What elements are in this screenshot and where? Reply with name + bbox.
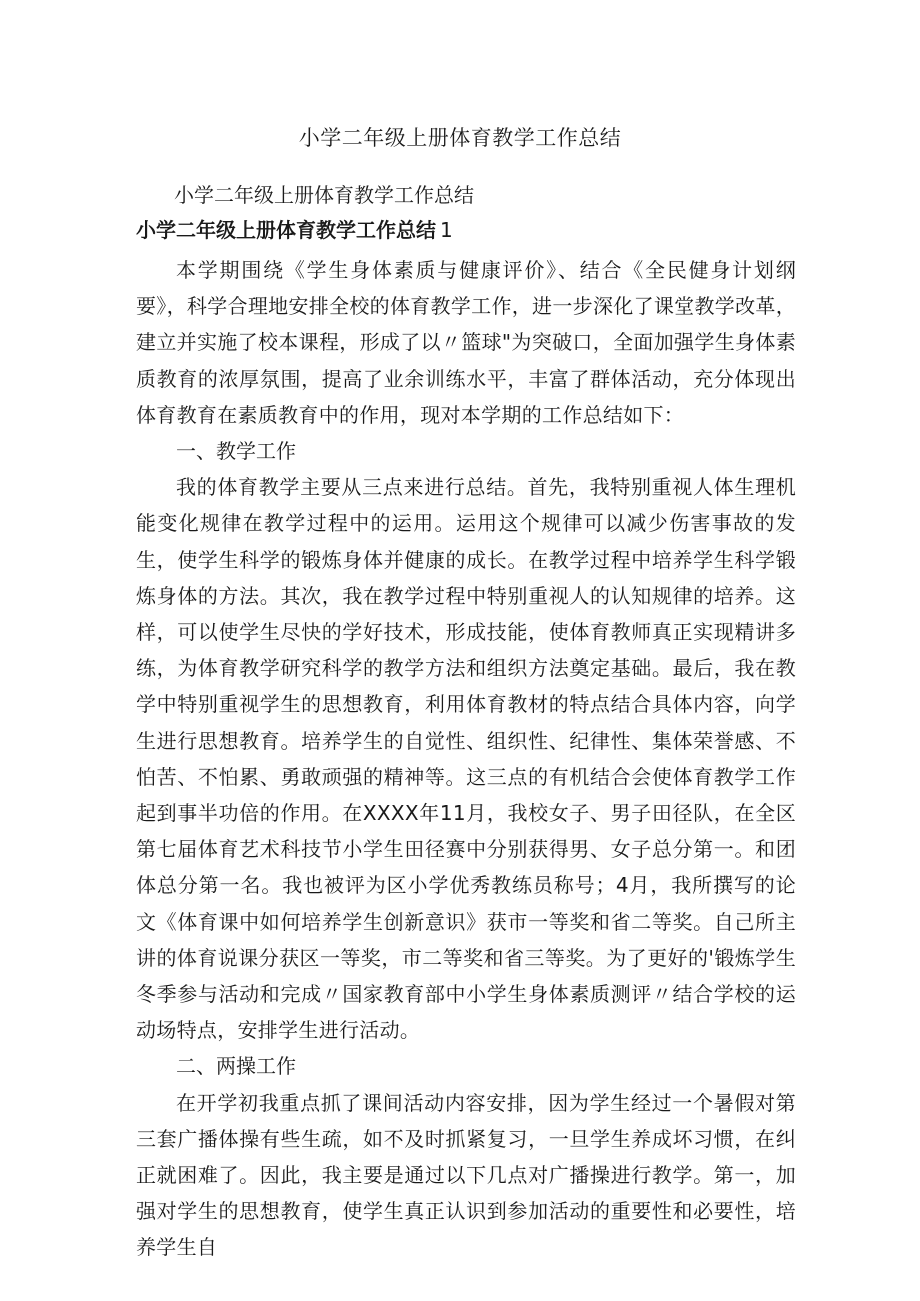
section-heading (136, 214, 453, 246)
document-subtitle: 小学二年级上册体育教学工作总结 (174, 183, 474, 207)
heading-teaching-work: 一、教学工作 (176, 439, 296, 464)
document-body (136, 252, 796, 1266)
paragraph-teaching-work: 我的体育教学主要从三点来进行总结。首先，我特别重视人体生理机能变化规律在教学过程中的运用。运用这个规律可以减少伤害事故的发生，使学生科学的锻炼身体并健康的成长。在教学过程中培养学生科学锻炼身体的方法。其次，我在教学过程中特别重视人的认知规律的培养。这样，可以使学生尽快的学好技术，形成技能，使体育教师真正实现精讲多练，为体育教学研究科学的教学方法和组织方法奠定基础。最后，我在教学中特别重视学生的思想教育，利用体育教材的特点结合具体内容，向学生进行思想教育。培养学生的自觉性、组织性、纪律性、集体荣誉感、不怕苦、不怕累、勇敢顽强的精神等。这三点的有机结合会使体育教学工作起到事半功倍的作用。在XXXX年11月，我校女子、男子田径队，在全区第七届体育艺术科技节小学生田径赛中分别获得男、女子总分第一。和团体总分第一名。我也被评为区小学优秀教练员称号；4月，我所撰写的论文《体育课中如何培养学生创新意识》获市一等奖和省二等奖。自己所主讲的体育说课分获区一等奖，市二等奖和省三等奖。为了更好的'锻炼学生冬季参与活动和完成〃国家教育部中小学生身体素质测评〃结合学校的运动场特点，安排学生进行活动。 (136, 475, 796, 1043)
paragraph-exercise-work: 在开学初我重点抓了课间活动内容安排，因为学生经过一个暑假对第三套广播体操有些生疏，如不及时抓紧复习，一旦学生养成坏习惯，在纠正就困难了。因此，我主要是通过以下几点对广播操进行教学。第一，加强对学生的思想教育，使学生真正认识到参加活动的重要性和必要性，培养学生自 (136, 1090, 796, 1260)
heading-exercise-work: 二、两操工作 (176, 1054, 296, 1079)
section-heading-text: 小学二年级上册体育教学工作总结 (136, 218, 436, 242)
document-title: 小学二年级上册体育教学工作总结 (298, 126, 622, 150)
intro-paragraph: 本学期围绕《学生身体素质与健康评价》、结合《全民健身计划纲要》，科学合理地安排全校的体育教学工作，进一步深化了课堂教学改革，建立并实施了校本课程，形成了以〃篮球"为突破口，全面加强学生身体素质教育的浓厚氛围，提高了业余训练水平，丰富了群体活动，充分体现出体育教育在素质教育中的作用，现对本学期的工作总结如下： (136, 258, 796, 427)
section-heading-number: 1 (440, 218, 453, 242)
